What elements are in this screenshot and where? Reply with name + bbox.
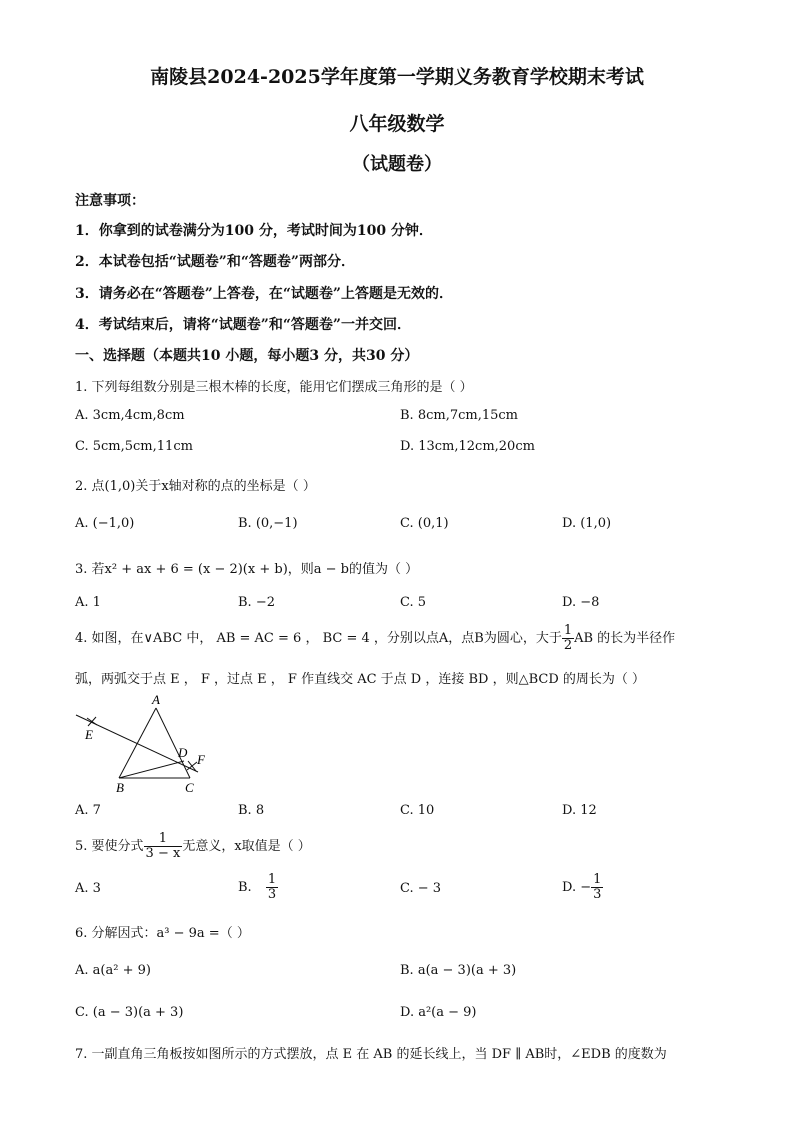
q1-option-a: A. 3cm,4cm,8cm (75, 408, 185, 423)
q5-option-d (562, 873, 603, 902)
question-3-stem: 3. 若x² + ax + 6 = (x − 2)(x + b)，则a − b的值为（ ） (75, 562, 419, 577)
paper-type: （试题卷） (352, 154, 442, 175)
q5-frac-den: 3 − x (145, 846, 181, 861)
q4-option-d: D. 12 (562, 803, 597, 818)
label-a: A (152, 692, 160, 707)
label-d: D (178, 745, 188, 760)
question-6-stem: 6. 分解因式：a³ − 9a =（ ） (75, 926, 250, 941)
question-5-stem (75, 832, 311, 861)
note-item: 1．你拿到的试卷满分为100 分，考试时间为100 分钟． (75, 223, 433, 239)
q5-fraction (144, 832, 183, 861)
segment-ab (119, 708, 156, 778)
question-4-stem-line2: 弧，两弧交于点 E ， F ，过点 E ， F 作直线交 AC 于点 D ，连接 BD ，则△BCD 的周长为（ ） (75, 672, 646, 687)
q4-triangle-figure (70, 690, 220, 800)
q5-option-a: A. 3 (75, 881, 101, 896)
q5-option-b-fraction (266, 873, 278, 902)
section-heading: 一、选择题（本题共10 小题，每小题3 分，共30 分） (75, 348, 419, 364)
q6-option-a: A. a(a² + 9) (75, 963, 151, 978)
q2-option-a: A. (−1,0) (75, 516, 135, 531)
q5-d-den: 3 (593, 887, 602, 902)
q4-frac-den: 2 (563, 638, 573, 653)
note-item: 3．请务必在“答题卷”上答卷，在“试题卷”上答题是无效的． (75, 286, 453, 302)
q5-stem-suffix: 无意义，x取值是（ ） (182, 839, 311, 854)
question-7-stem: 7. 一副直角三角板按如图所示的方式摆放，点 E 在 AB 的延长线上，当 DF ∥ AB时，∠EDB 的度数为 (75, 1047, 667, 1062)
q4-stem-part: 4. 如图，在∨ABC 中， AB = AC = 6 ， BC = 4 ，分别以点A，点B为圆心，大于 (75, 631, 562, 646)
label-b: B (116, 780, 124, 795)
q4-stem-tail: AB 的长为半径作 (574, 631, 676, 646)
q4-option-a: A. 7 (75, 803, 101, 818)
question-4-stem-line1 (75, 624, 675, 653)
q4-option-b: B. 8 (238, 803, 265, 818)
q3-option-c: C. 5 (400, 595, 427, 610)
question-2-stem: 2. 点(1,0)关于x轴对称的点的坐标是（ ） (75, 479, 316, 494)
q1-option-c: C. 5cm,5cm,11cm (75, 439, 193, 454)
q5-b-num: 1 (267, 872, 277, 887)
q5-option-b (238, 873, 278, 902)
q5-option-d-label: D. − (562, 880, 592, 895)
note-item: 4．考试结束后，请将“试题卷”和“答题卷”一并交回． (75, 317, 411, 333)
q2-option-b: B. (0,−1) (238, 516, 298, 531)
question-1-stem: 1. 下列每组数分别是三根木棒的长度，能用它们摆成三角形的是（ ） (75, 380, 473, 395)
exam-title: 南陵县2024-2025学年度第一学期义务教育学校期末考试 (150, 66, 644, 88)
q1-option-b: B. 8cm,7cm,15cm (400, 408, 518, 423)
q5-option-c: C. − 3 (400, 881, 442, 896)
segment-bd (119, 761, 184, 778)
q4-fraction (562, 624, 574, 653)
q5-stem-prefix: 5. 要使分式 (75, 839, 144, 854)
q3-option-a: A. 1 (75, 595, 101, 610)
q5-b-den: 3 (267, 887, 277, 902)
q1-option-d: D. 13cm,12cm,20cm (400, 439, 535, 454)
label-f: F (197, 752, 205, 767)
q5-frac-num: 1 (144, 832, 183, 847)
q6-option-b: B. a(a − 3)(a + 3) (400, 963, 517, 978)
exam-subtitle: 八年级数学 (349, 113, 445, 135)
q6-option-c: C. (a − 3)(a + 3) (75, 1005, 184, 1020)
q3-option-d: D. −8 (562, 595, 600, 610)
q6-option-d: D. a²(a − 9) (400, 1005, 477, 1020)
q5-option-b-label: B. (238, 880, 252, 895)
q5-option-d-fraction (591, 873, 603, 902)
label-e: E (85, 727, 93, 742)
q2-option-d: D. (1,0) (562, 516, 612, 531)
q2-option-c: C. (0,1) (400, 516, 449, 531)
q4-option-c: C. 10 (400, 803, 435, 818)
q5-d-num: 1 (593, 872, 602, 887)
note-item: 2．本试卷包括“试题卷”和“答题卷”两部分． (75, 254, 355, 270)
label-c: C (185, 780, 194, 795)
q3-option-b: B. −2 (238, 595, 275, 610)
q4-frac-num: 1 (563, 623, 573, 638)
notes-heading: 注意事项： (75, 193, 145, 209)
